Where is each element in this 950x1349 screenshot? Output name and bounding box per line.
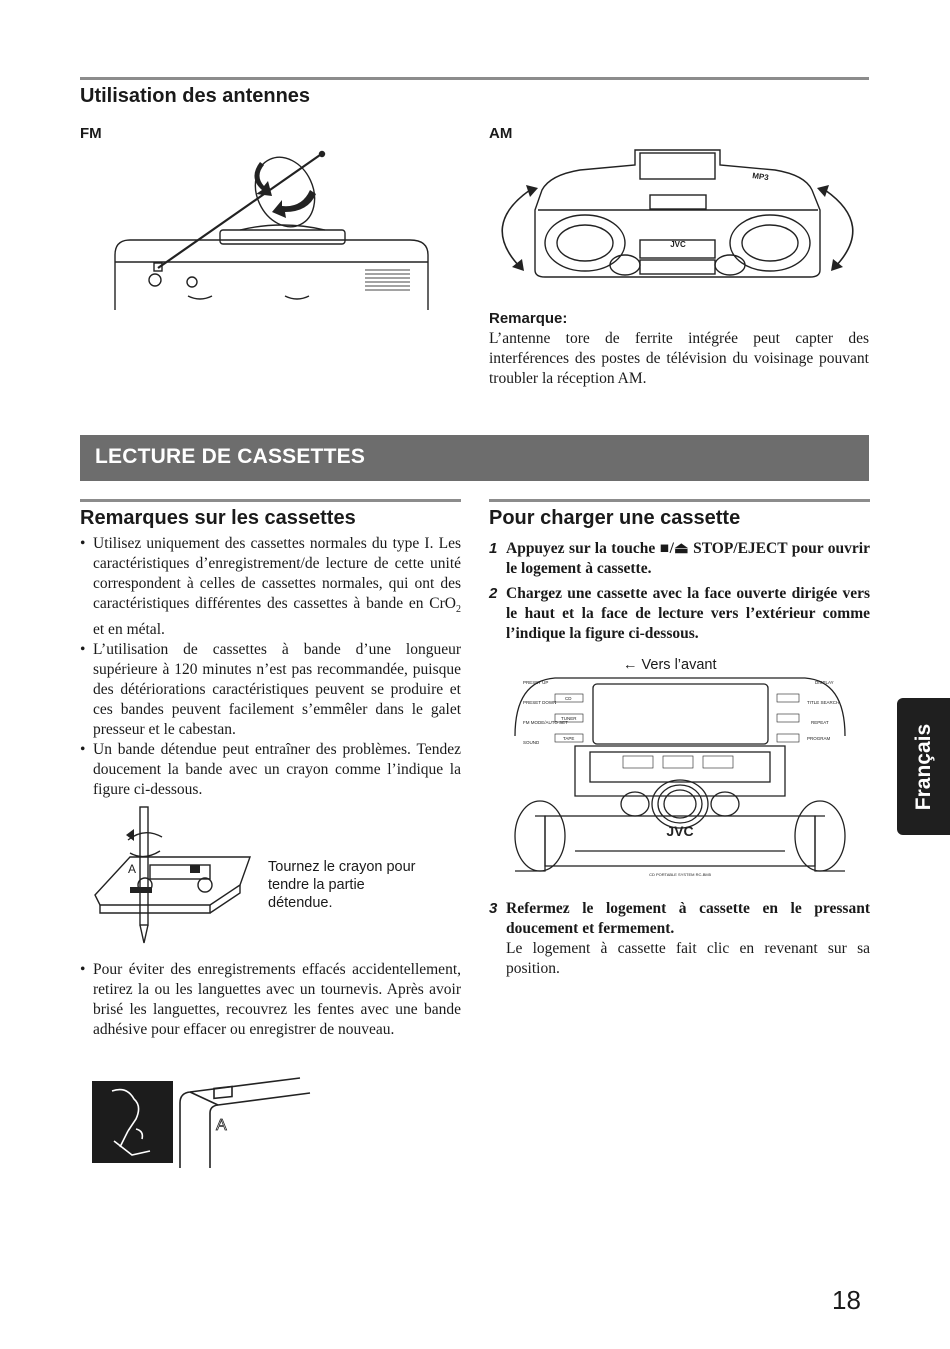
load-step-3 (489, 899, 870, 939)
language-tab (897, 698, 950, 835)
preset-down-label: PRESET DOWN (523, 700, 557, 705)
language-tab-label: Français (911, 723, 935, 810)
display-label: DISPLAY (815, 680, 834, 685)
front-direction-text: Vers l’avant (641, 657, 717, 673)
tape-button-label: TAPE (563, 736, 575, 741)
load-step-1 (489, 539, 870, 579)
screwdriver-illustration (92, 1081, 173, 1163)
sound-label: SOUND (523, 740, 540, 745)
left-arrow-icon: ← (623, 657, 638, 673)
load-step-3-number: 3 (489, 900, 498, 917)
load-step-1-text: Appuyez sur la touche (506, 540, 660, 557)
am-brand-logo: JVC (670, 240, 686, 249)
am-label: AM (489, 125, 513, 142)
note-title: Remarque: (489, 310, 568, 327)
load-step-3-note: Le logement à cassette fait clic en revenant sur sa position. (506, 940, 870, 977)
cassette-tab-illustration (180, 1068, 320, 1168)
load-heading: Pour charger une cassette (489, 507, 741, 529)
top-rule (80, 77, 869, 80)
pencil-caption: Tournez le crayon pour tendre la partie détendue. (268, 859, 416, 911)
load-step-3-text: Refermez le logement à cassette en le pressant doucement et fermement. (506, 900, 870, 937)
right-column-rule (489, 499, 870, 502)
remarks-bullet-4: • Pour éviter des enregistrements effacés accidentellement, retirez la ou les languettes avec un tournevis. Après avoir brisé les languettes, recouvrez les fentes avec une bande adhésive pour effacer ou enregistrer de nouveau. (80, 960, 461, 1040)
stop-eject-symbol: ■/⏏ (659, 540, 689, 557)
screwdriver-icon (92, 1081, 173, 1163)
fm-label: FM (80, 125, 102, 142)
load-step-1-text-end: STOP/EJECT pour ouvrir le logement à cassette. (506, 540, 870, 577)
load-step-2-number: 2 (489, 585, 498, 602)
left-column-rule (80, 499, 461, 502)
fm-mode-label: FM MODE/AUTO SET (523, 720, 568, 725)
mp3-badge: MP3 (751, 171, 770, 183)
am-boombox-illustration (490, 145, 865, 285)
remarks-bullet-2: • L’utilisation de cassettes à bande d’une longueur supérieure à 120 minutes n’est pas recommandée, puisque des détériorations caractéristiques peuvent se produire et ces bandes peuvent facilement s’emmêler dans le galet presseur et le cabestan. (80, 640, 461, 740)
pencil-cassette-illustration (90, 805, 260, 950)
deck-brand-logo: JVC (666, 823, 694, 839)
load-step-1-number: 1 (489, 540, 498, 557)
section-banner-title: LECTURE DE CASSETTES (95, 445, 366, 468)
load-step-2 (489, 584, 870, 644)
remarks-heading: Remarques sur les cassettes (80, 507, 356, 529)
preset-up-label: PRESET UP (523, 680, 549, 685)
load-steps (489, 539, 870, 644)
remarks-bullet-1-text: Utilisez uniquement des cassettes normales du type I. Les caractéristiques d’enregistrement/de lecture de cette unité correspondent à celles de cassettes normales, qui ont des caractéristiques différentes des cassettes à bande en CrO (93, 535, 461, 612)
program-label: PROGRAM (807, 736, 831, 741)
remarks-bullet-1 (80, 534, 461, 640)
note-text: L’antenne tore de ferrite intégrée peut capter des interférences des postes de télévision du voisinage pouvant troubler la réception AM. (489, 330, 869, 387)
load-step-3-block (489, 899, 870, 979)
cassette-deck-illustration (515, 676, 845, 886)
remarks-bullet-1-subscript: 2 (456, 604, 461, 616)
tab-letter: A (216, 1117, 227, 1134)
section-banner (80, 435, 869, 481)
cd-button-label: CD (565, 696, 572, 701)
remarks-bullet-3: • Un bande détendue peut entraîner des problèmes. Tendez doucement la bande avec un crayon comme l’indique la figure ci-dessous. (80, 740, 461, 800)
antennas-heading: Utilisation des antennes (80, 85, 311, 107)
remarks-list (80, 534, 461, 800)
fm-antenna-illustration (110, 150, 440, 310)
repeat-label: REPEAT (811, 720, 829, 725)
remarks-list-2 (80, 960, 461, 1040)
deck-model-label: CD PORTABLE SYSTEM RC-BM5 (649, 872, 711, 877)
remarks-bullet-1-tail: et en métal. (93, 621, 165, 639)
tuner-button-label: TUNER (561, 716, 577, 721)
front-direction-label (623, 656, 717, 674)
cassette-side-letter: A (128, 862, 137, 876)
page-number: 18 (832, 1285, 861, 1315)
load-step-2-text: Chargez une cassette avec la face ouverte dirigée vers le haut et la face de lecture vers l’extérieur comme l’indique la figure ci-dessous. (506, 585, 870, 642)
title-search-label: TITLE SEARCH (807, 700, 840, 705)
